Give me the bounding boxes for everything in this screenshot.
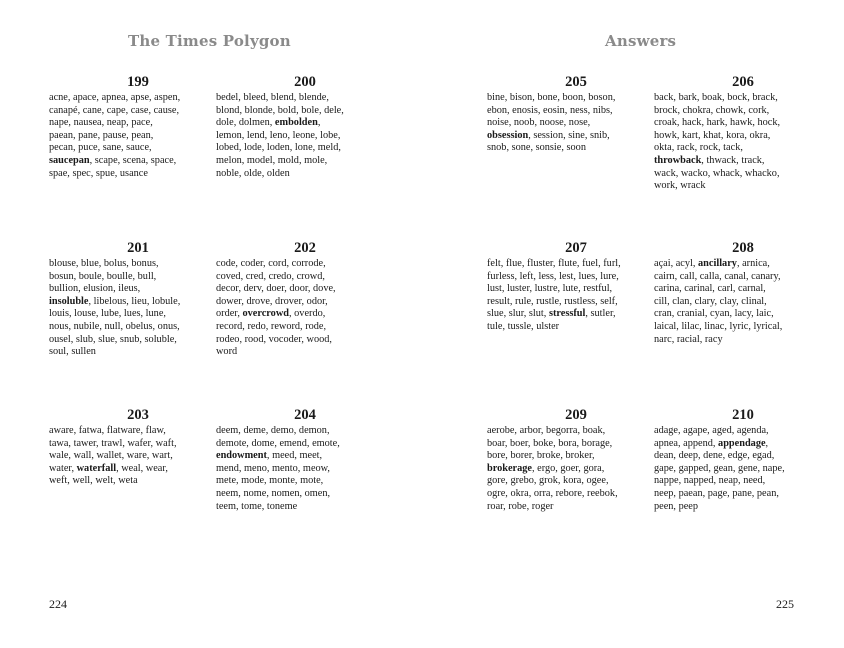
answer-line: acne, apace, apnea, apse, aspen,	[49, 92, 181, 103]
key-answer: insoluble	[49, 295, 89, 307]
answer-line: okta, rack, rock, tack,	[654, 142, 743, 154]
puzzle-number: 201	[127, 240, 149, 256]
puzzle-209	[487, 407, 665, 513]
answer-line: noble, olde, olden	[216, 167, 290, 179]
answer-line: bine, bison, bone, boon, boson,	[487, 92, 616, 103]
key-answer: overcrowd	[242, 308, 289, 320]
answer-line: obsession, session, sine, snib,	[487, 129, 610, 141]
puzzle-203	[49, 407, 227, 488]
answer-line: neem, nome, nomen, omen,	[216, 487, 331, 499]
answer-line: result, rule, rustle, rustless, self,	[487, 295, 618, 307]
puzzle-number: 199	[127, 74, 149, 90]
key-answer: stressful	[548, 308, 586, 320]
key-answer: appendage	[718, 437, 766, 449]
answer-line: nappe, napped, neap, need,	[654, 475, 766, 487]
page-number: 224	[49, 597, 67, 611]
answer-list	[49, 258, 227, 359]
answer-line: boar, boer, boke, bora, borage,	[487, 437, 613, 449]
answer-line: neep, paean, page, pane, pean,	[654, 487, 779, 499]
answer-line: rodeo, rood, vocoder, wood,	[216, 333, 332, 345]
answer-line: bosun, boule, boulle, bull,	[49, 270, 157, 282]
key-answer: waterfall	[76, 462, 117, 474]
page-number: 225	[776, 597, 794, 611]
answer-line: snob, sone, sonsie, soon	[487, 142, 586, 154]
puzzle-number: 204	[294, 407, 316, 423]
answer-line: lust, luster, lustre, lute, restful,	[487, 283, 613, 295]
answer-line: lemon, lend, leno, leone, lobe,	[216, 129, 341, 141]
answer-line: work, wrack	[654, 180, 706, 192]
answer-list	[216, 258, 394, 359]
puzzle-206	[654, 74, 832, 193]
answer-line: howk, kart, khat, kora, okra,	[654, 129, 771, 141]
puzzle-207	[487, 240, 665, 334]
answer-line: dower, drove, drover, odor,	[216, 295, 328, 307]
answer-line: aerobe, arbor, begorra, boak,	[487, 425, 606, 436]
answer-line: brock, chokra, chowk, cork,	[654, 104, 770, 116]
answer-line: endowment, meed, meet,	[216, 450, 323, 462]
puzzle-number: 206	[732, 74, 754, 90]
answer-list	[487, 92, 665, 155]
answer-line: noise, noob, noose, nose,	[487, 117, 591, 129]
answer-line: back, bark, boak, bock, brack,	[654, 92, 778, 103]
answer-line: nape, nausea, neap, pace,	[49, 117, 153, 129]
puzzle-210	[654, 407, 832, 513]
answer-line: throwback, thwack, track,	[654, 154, 765, 166]
answer-line: açai, acyl, ancillary, arnica,	[654, 258, 770, 269]
answer-line: adage, agape, aged, agenda,	[654, 425, 769, 436]
puzzle-199	[49, 74, 227, 180]
answer-line: cran, cranial, cyan, lacy, laic,	[654, 308, 774, 320]
answer-list	[654, 92, 832, 193]
puzzle-202	[216, 240, 394, 359]
answer-line: slue, slur, slut, stressful, sutler,	[487, 308, 616, 320]
answer-line: record, redo, reword, rode,	[216, 320, 327, 332]
answer-line: blouse, blue, bolus, bonus,	[49, 258, 159, 269]
answer-line: cill, clan, clary, clay, clinal,	[654, 295, 767, 307]
answer-line: deem, deme, demo, demon,	[216, 425, 330, 436]
puzzle-number: 202	[294, 240, 316, 256]
answer-line: carina, carinal, carl, carnal,	[654, 283, 766, 295]
answer-line: cairn, call, calla, canal, canary,	[654, 270, 781, 282]
key-answer: brokerage	[487, 462, 532, 474]
answer-list	[49, 92, 227, 180]
answer-line: teem, tome, toneme	[216, 500, 298, 512]
answer-line: felt, flue, fluster, flute, fuel, furl,	[487, 258, 621, 269]
key-answer: endowment	[216, 450, 267, 462]
puzzle-204	[216, 407, 394, 513]
answer-line: dole, dolmen, embolden,	[216, 117, 321, 129]
answer-list	[487, 425, 665, 513]
answer-line: melon, model, mold, mole,	[216, 154, 328, 166]
answer-line: canapé, cane, cape, case, cause,	[49, 104, 180, 116]
answer-line: gape, gapped, gean, gene, nape,	[654, 462, 785, 474]
answer-line: bedel, bleed, blend, blende,	[216, 92, 329, 103]
puzzle-number: 210	[732, 407, 754, 423]
puzzle-201	[49, 240, 227, 359]
puzzle-number: 209	[565, 407, 587, 423]
answer-line: ogre, okra, orra, rebore, reebok,	[487, 487, 618, 499]
answer-list	[49, 425, 227, 488]
answer-line: lobed, lode, loden, lone, meld,	[216, 142, 341, 154]
key-answer: ancillary	[698, 258, 737, 269]
answer-line: insoluble, libelous, lieu, lobule,	[49, 295, 181, 307]
answer-line: dean, deep, dene, edge, egad,	[654, 450, 775, 462]
answer-line: ousel, slub, slue, snub, soluble,	[49, 333, 177, 345]
running-head: Answers	[605, 32, 677, 50]
answer-line: louis, louse, lube, lues, lune,	[49, 308, 166, 320]
answer-line: ebon, enosis, eosin, ness, nibs,	[487, 104, 613, 116]
answer-line: pecan, puce, sane, sauce,	[49, 142, 152, 154]
puzzle-number: 208	[732, 240, 754, 256]
answer-list	[487, 258, 665, 334]
key-answer: obsession	[487, 129, 529, 141]
answer-line: code, coder, cord, corrode,	[216, 258, 326, 269]
puzzle-200	[216, 74, 394, 180]
answer-line: tule, tussle, ulster	[487, 320, 560, 332]
answer-line: order, overcrowd, overdo,	[216, 308, 326, 320]
answer-line: apnea, append, appendage,	[654, 437, 769, 449]
answer-line: furless, left, less, lest, lues, lure,	[487, 270, 619, 282]
key-answer: saucepan	[49, 154, 90, 166]
answer-line: gore, grebo, grok, kora, ogee,	[487, 475, 609, 487]
answer-line: croak, hack, hark, hawk, hock,	[654, 117, 781, 129]
answer-line: weft, well, welt, weta	[49, 475, 138, 487]
answer-list	[216, 425, 394, 513]
puzzle-205	[487, 74, 665, 155]
right-page	[422, 0, 844, 648]
puzzle-number: 200	[294, 74, 316, 90]
answer-line: coved, cred, credo, crowd,	[216, 270, 325, 282]
answer-line: demote, dome, emend, emote,	[216, 437, 340, 449]
answer-line: spae, spec, spue, usance	[49, 167, 148, 179]
answer-line: wack, wacko, whack, whacko,	[654, 167, 780, 179]
answer-line: paean, pane, pause, pean,	[49, 129, 154, 141]
answer-line: bullion, elusion, ileus,	[49, 283, 141, 295]
puzzle-number: 203	[127, 407, 149, 423]
answer-line: laical, lilac, linac, lyric, lyrical,	[654, 320, 783, 332]
key-answer: throwback	[654, 154, 702, 166]
answer-line: tawa, tawer, trawl, wafer, waft,	[49, 437, 177, 449]
answer-list	[216, 92, 394, 180]
running-head: The Times Polygon	[128, 32, 291, 50]
answer-line: aware, fatwa, flatware, flaw,	[49, 425, 166, 436]
answer-line: bore, borer, broke, broker,	[487, 450, 595, 462]
answer-line: word	[216, 346, 238, 358]
answer-line: saucepan, scape, scena, space,	[49, 154, 177, 166]
key-answer: embolden	[274, 117, 318, 129]
answer-line: brokerage, ergo, goer, gora,	[487, 462, 605, 474]
answer-line: soul, sullen	[49, 346, 96, 358]
answer-line: wale, wall, wallet, ware, wart,	[49, 450, 173, 462]
answer-line: peen, peep	[654, 500, 699, 512]
answer-line: narc, racial, racy	[654, 333, 723, 345]
answer-line: mend, meno, mento, meow,	[216, 462, 331, 474]
answer-line: blond, blonde, bold, bole, dele,	[216, 104, 344, 116]
answer-line: nous, nubile, null, obelus, onus,	[49, 320, 180, 332]
answer-list	[654, 258, 832, 346]
answer-line: roar, robe, roger	[487, 500, 554, 512]
answer-list	[654, 425, 832, 513]
puzzle-number: 205	[565, 74, 587, 90]
answer-line: mete, mode, monte, mote,	[216, 475, 324, 487]
puzzle-number: 207	[565, 240, 587, 256]
answer-line: water, waterfall, weal, wear,	[49, 462, 168, 474]
answer-line: decor, derv, doer, door, dove,	[216, 283, 336, 295]
puzzle-208	[654, 240, 832, 346]
